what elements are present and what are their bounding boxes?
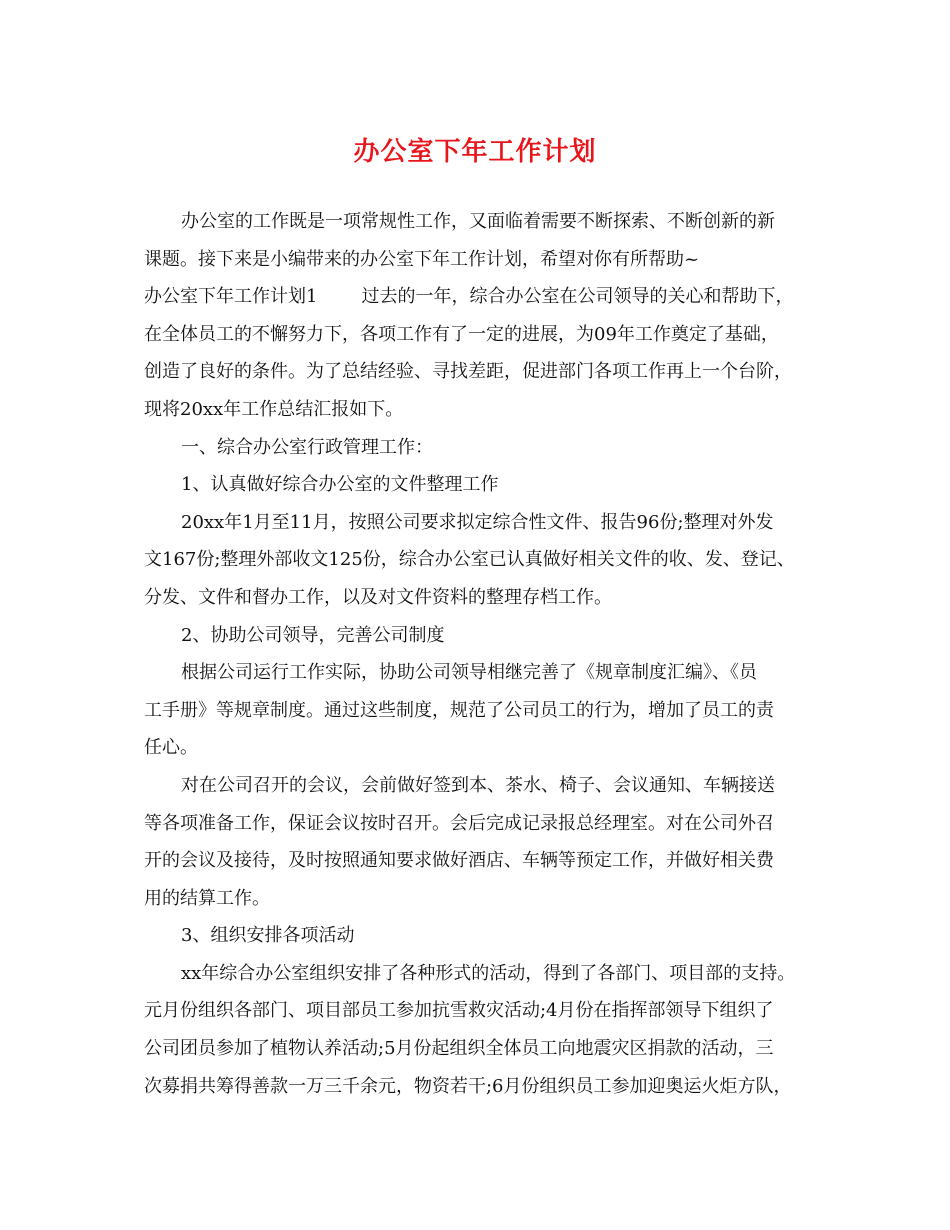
paragraph-line: 元月份组织各部门、项目部员工参加抗雪救灾活动;4月份在指挥部领导下组织了 (144, 1000, 774, 1022)
paragraph-line: 对在公司召开的会议，会前做好签到本、茶水、椅子、会议通知、车辆接送 (181, 774, 775, 796)
subsection-heading: 2、协助公司领导，完善公司制度 (181, 624, 445, 646)
document-title: 办公室下年工作计划 (353, 137, 597, 167)
paragraph-line: 用的结算工作。 (144, 887, 270, 909)
paragraph-line: 课题。接下来是小编带来的办公室下年工作计划，希望对你有所帮助~ (144, 248, 700, 270)
paragraph-line: 文167份;整理外部收文125份，综合办公室已认真做好相关文件的收、发、登记、 (144, 549, 795, 571)
paragraph-line: 开的会议及接待，及时按照通知要求做好酒店、车辆等预定工作，并做好相关费 (144, 850, 774, 872)
paragraph-line: 创造了良好的条件。为了总结经验、寻找差距，促进部门各项工作再上一个台阶， (144, 361, 792, 383)
document-body (144, 203, 814, 1105)
paragraph-text: 过去的一年，综合办公室在公司领导的关心和帮助下， (361, 286, 794, 308)
section-heading: 办公室下年工作计划1 (144, 286, 318, 308)
paragraph-line: 工手册》等规章制度。通过这些制度，规范了公司员工的行为，增加了员工的责 (144, 699, 774, 721)
section-heading: 一、综合办公室行政管理工作： (181, 436, 433, 458)
paragraph-line: 任心。 (144, 737, 198, 759)
paragraph-line: 现将20xx年工作总结汇报如下。 (144, 398, 404, 420)
paragraph-line: 公司团员参加了植物认养活动;5月份起组织全体员工向地震灾区捐款的活动，三 (144, 1038, 774, 1060)
paragraph-line: 办公室的工作既是一项常规性工作，又面临着需要不断探索、不断创新的新 (181, 211, 775, 232)
paragraph-line: 根据公司运行工作实际，协助公司领导相继完善了《规章制度汇编》、《员 (181, 662, 757, 684)
paragraph-line (144, 278, 814, 316)
paragraph-line: 分发、文件和督办工作，以及对文件资料的整理存档工作。 (144, 586, 612, 608)
subsection-heading: 3、组织安排各项活动 (181, 925, 355, 947)
paragraph-line: 在全体员工的不懈努力下，各项工作有了一定的进展，为09年工作奠定了基础， (144, 323, 779, 345)
paragraph-line: 20xx年1月至11月，按照公司要求拟定综合性文件、报告96份;整理对外发 (181, 511, 774, 533)
paragraph-line: 等各项准备工作，保证会议按时召开。会后完成记录报总经理室。对在公司外召 (144, 812, 774, 834)
paragraph-line: 次募捐共筹得善款一万三千余元，物资若干;6月份组织员工参加迎奥运火炬方队， (144, 1075, 792, 1097)
paragraph-line: xx年综合办公室组织安排了各种形式的活动，得到了各部门、项目部的支持。 (181, 962, 796, 984)
subsection-heading: 1、认真做好综合办公室的文件整理工作 (181, 474, 499, 496)
